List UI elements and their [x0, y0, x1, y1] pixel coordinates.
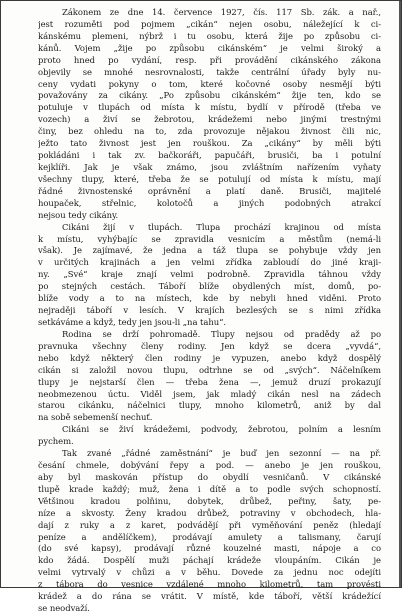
text-line: nejsou tedy cikány. [38, 209, 119, 220]
text-line: Zákonem ze dne 14. července 1927, čís. 117 Sb. zák. a nař., [62, 7, 381, 17]
text-line: proto hned po vydání, resp. při provádění cikánského zákona [38, 54, 381, 65]
text-line: považovány za cikány. „Po způsobu cikánském“ žije ten, kdo se [38, 90, 381, 101]
text-line: v určitých krajinách a jen velmi zřídka zabloudí do jiné kraji- [38, 257, 381, 268]
paragraph [38, 448, 381, 615]
text-line: jest rozuměti pod pojmem „cikán“ nejen osobu, náležející k ci- [38, 18, 381, 29]
text-line: vozech) a živí se žebrotou, krádežemi nebo jinými trestnými [38, 114, 381, 125]
text-line: neobmezenou úctu. Viděl jsem, jak mladý cikán nesl na zádech [38, 388, 381, 399]
text-line: níze a skvosty. Ženy kradou drůbež, potraviny v obchodech, hla- [38, 507, 381, 518]
text-line: ny. „Své“ kraje znají velmi podrobně. Zpravidla táhnou vždy [38, 269, 381, 280]
text-line: kánů. Vojem „žije po způsobu cikánském“ je velmi široký a [38, 42, 381, 53]
text-line: ceny vydati pokyny o tom, které kočovné osoby nesmějí býti [38, 78, 381, 89]
document-body [38, 7, 381, 615]
text-line: však). Je zajímavé, že jedna a táž tlupa se pohybuje vždy jen [38, 245, 381, 256]
text-line: Cikáni se živí krádežemi, podvody, žebrotou, polním a lesním [62, 424, 381, 435]
text-line: kánskému plemeni, nýbrž i tu osobu, která žije po způsobu ci- [38, 30, 381, 41]
text-line: se neodvaží. [38, 603, 90, 614]
text-line: ježto tato živnost jest jen rouškou. Za „cikány“ by měli býti [38, 138, 381, 149]
text-line: Tak zvané „řádné zaměstnání“ je buď jen sezonní — na př. [62, 448, 381, 459]
text-line: všechny tlupy, které, třeba že se potulují od místa k místu, mají [38, 173, 381, 184]
text-line: nebo když některý člen rodiny je vypuzen, anebo když dospělý [38, 352, 381, 363]
text-line: potuluje v tlupách od místa k místu, bydlí v přírodě (třeba ve [38, 102, 381, 113]
text-line: česání chmele, dobývání řepy a pod. — anebo je jen rouškou, [38, 460, 381, 471]
text-line: peníze a andělíčkem), prodávají amulety a talismany, čarují [38, 531, 381, 542]
text-line: velmi vytrvalý v chůzi a v běhu. Dovede za jednu noc odejíti [38, 567, 381, 578]
text-line: k místu, vyhýbajíc se zpravidla vesnicím a městům (nemá-li [38, 233, 381, 244]
text-line: tlupy je nejstarší člen — třeba žena —, jemuž druzí prokazují [38, 376, 381, 387]
text-line: nejraději táboří v lesích. V krajích bezlesých se s nimi zřídka [38, 305, 381, 316]
paragraph [38, 329, 381, 424]
text-line: blíže vody a to na místech, kde by nebyli hned viděni. Proto [38, 293, 381, 304]
text-line: řádné živnostenské oprávnění a platí daně. Brusiči, majitelé [38, 185, 381, 196]
text-line: Rodina se drží pohromadě. Tlupy nejsou od pradědy až po [62, 328, 381, 339]
text-line: aby byl maskován přístup do obydlí vesničanů. V cikánské [38, 471, 381, 482]
text-line: na sobě sebemenší nechuť. [38, 412, 153, 423]
paragraph [38, 7, 381, 222]
text-line: houpaček, střelnic, kolotočů a jiných podobných atrakcí [38, 197, 381, 208]
text-line: tlupě krade každý; muž, žena i dítě a to podle svých schopností. [38, 483, 381, 494]
text-line: pravnuka všechny členy rodiny. Jen když se dcera „vyvdá“, [38, 340, 381, 351]
text-line: Cikáni žijí v tlupách. Tlupa prochází krajinou od místa [62, 221, 381, 232]
text-line: krádež a do rána se vrátit. V místě, kde táboří, větší krádežící [38, 591, 381, 602]
paragraph [38, 222, 381, 329]
text-line: objevily se mnohé nesrovnalosti, takže centrální úřady byly nu- [38, 66, 381, 77]
text-line: pychem. [38, 436, 74, 447]
text-line: starou cikánku, náčelnici tlupy, mnoho kilometrů, aniž by dal [38, 400, 381, 411]
text-line: kdo žádá. Dospělí muži páchají krádeže vloupáním. Cikán je [38, 555, 381, 566]
text-line: Většinou kradou polňinu, dobytek, drůbež, peřiny, šaty, pe- [38, 495, 381, 506]
text-line: cikán si založil novou tlupu, odtrhne se od „svých“. Náčelníkem [38, 364, 381, 375]
text-line: setkáváme a když, tedy jen jsou-li „na tahu“. [38, 316, 227, 327]
text-line: po stejných cestách. Táboří blíže obydlených míst, domů, po- [38, 281, 381, 292]
text-line: pokládáni i tak zv. bačkoráři, papučáři, brusiči, ba i potulní [38, 150, 381, 161]
text-line: dají z ruky a z karet, podvádějí při vyměňování peněz (hledají [38, 519, 381, 530]
text-line: (do své kapsy), prodávají různé kouzelné masti, nápoje a co [38, 543, 381, 554]
text-line: činy, bez ohledu na to, zda provozuje nějakou živnost čili nic, [38, 126, 381, 137]
text-line: z tábora do vesnice vzdálené mnoho kilometrů, tam provésti [38, 579, 381, 590]
paragraph [38, 424, 381, 448]
text-line: kejklíři. Jak je však známo, jsou zvláštním nařízením vyňaty [38, 161, 381, 172]
